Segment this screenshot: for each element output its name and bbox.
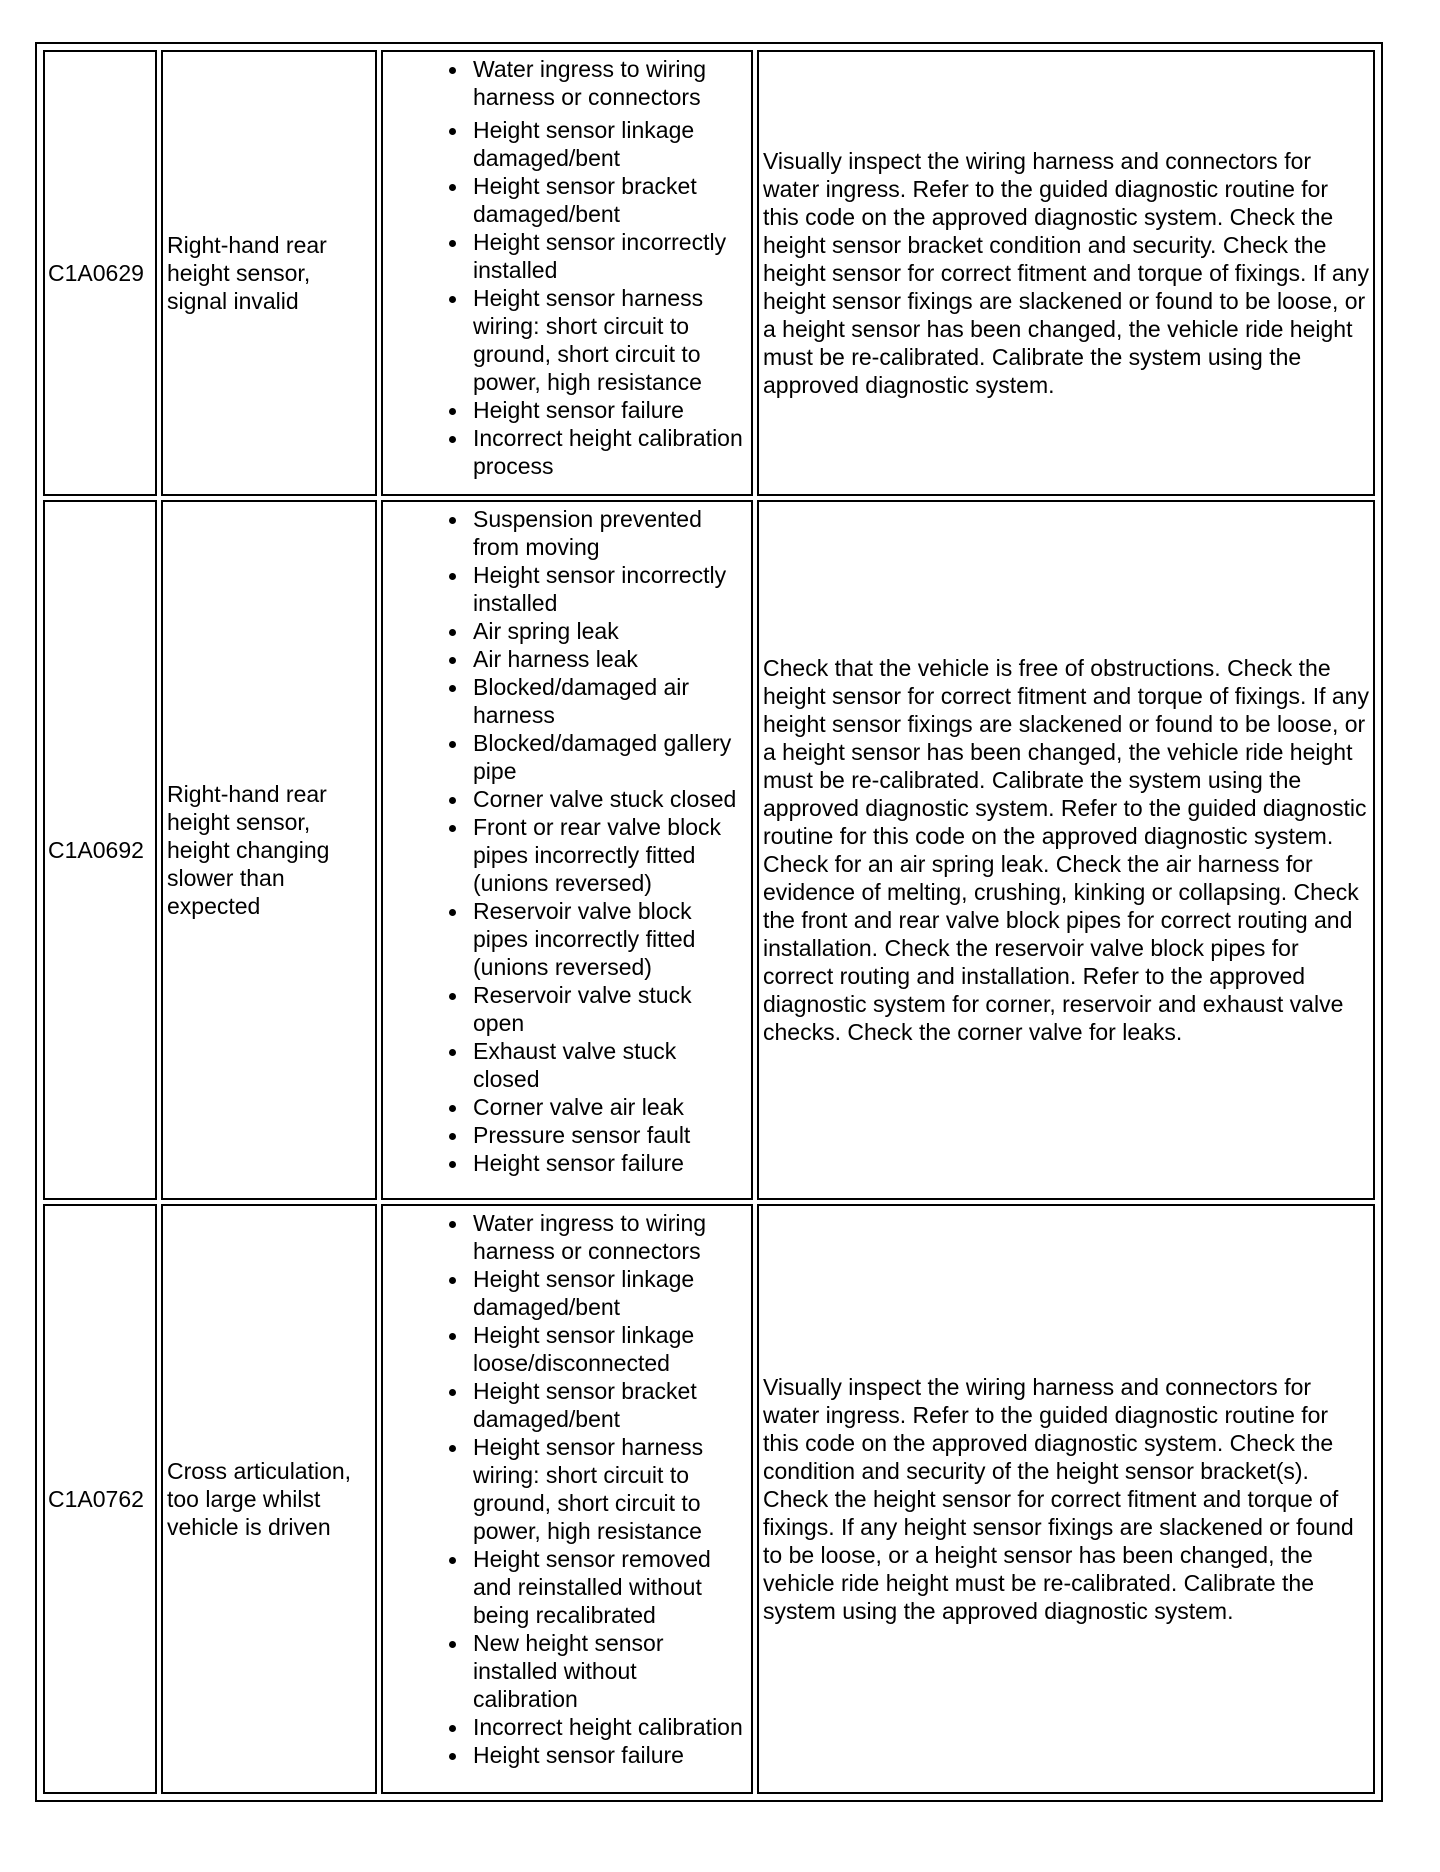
cause-item: • Height sensor linkage damaged/bent <box>469 116 745 172</box>
cause-item: • Height sensor failure <box>469 1741 745 1769</box>
cause-list <box>383 1209 745 1769</box>
dtc-description: Right-hand rear height sensor, signal invalid <box>161 50 377 496</box>
cause-item: • Incorrect height calibration <box>469 1713 745 1741</box>
cause-item: • Air spring leak <box>469 617 745 645</box>
cause-item: • Blocked/damaged air harness <box>469 673 745 729</box>
cause-item: • Height sensor removed and reinstalled without being recalibrated <box>469 1545 745 1629</box>
cause-item: • New height sensor installed without calibration <box>469 1629 745 1713</box>
cause-item: • Height sensor bracket damaged/bent <box>469 172 745 228</box>
table-row <box>43 1204 1375 1794</box>
cause-item: • Pressure sensor fault <box>469 1121 745 1149</box>
cause-item: • Suspension prevented from moving <box>469 505 745 561</box>
table-row <box>43 500 1375 1200</box>
cause-item: • Height sensor bracket damaged/bent <box>469 1377 745 1433</box>
cause-item: • Height sensor failure <box>469 1149 745 1177</box>
cause-item: • Corner valve stuck closed <box>469 785 745 813</box>
action-text: Check that the vehicle is free of obstructions. Check the height sensor for correct fitment and torque of fixings. If any height sensor fixings are slackened or found to be loose, or a height sensor has been changed, the vehicle ride height must be re-calibrated. Calibrate the system using the approved diagnostic system. Refer to the guided diagnostic routine for this code on the approved diagnostic system. Check for an air spring leak. Check the air harness for evidence of melting, crushing, kinking or collapsing. Check the front and rear valve block pipes for correct routing and installation. Check the reservoir valve block pipes for correct routing and installation. Refer to the approved diagnostic system for corner, reservoir and exhaust valve checks. Check the corner valve for leaks. <box>757 500 1375 1200</box>
cause-list <box>383 505 745 1177</box>
cause-item: • Water ingress to wiring harness or connectors <box>469 55 745 111</box>
action-text: Visually inspect the wiring harness and connectors for water ingress. Refer to the guided diagnostic routine for this code on the approved diagnostic system. Check the height sensor bracket condition and security. Check the height sensor for correct fitment and torque of fixings. If any height sensor fixings are slackened or found to be loose, or a height sensor has been changed, the vehicle ride height must be re-calibrated. Calibrate the system using the approved diagnostic system. <box>757 50 1375 496</box>
possible-causes <box>381 50 753 496</box>
dtc-code: C1A0762 <box>43 1204 157 1794</box>
cause-item: • Height sensor harness wiring: short circuit to ground, short circuit to power, high resistance <box>469 1433 745 1545</box>
cause-item: • Height sensor linkage damaged/bent <box>469 1265 745 1321</box>
cause-item: • Front or rear valve block pipes incorrectly fitted (unions reversed) <box>469 813 745 897</box>
cause-item: • Height sensor failure <box>469 396 745 424</box>
cause-list <box>383 55 745 480</box>
cause-item: • Incorrect height calibration process <box>469 424 745 480</box>
cause-item: • Height sensor incorrectly installed <box>469 228 745 284</box>
dtc-code: C1A0629 <box>43 50 157 496</box>
possible-causes <box>381 500 753 1200</box>
cause-item: • Height sensor linkage loose/disconnected <box>469 1321 745 1377</box>
cause-item: • Blocked/damaged gallery pipe <box>469 729 745 785</box>
cause-item: • Air harness leak <box>469 645 745 673</box>
dtc-description: Right-hand rear height sensor, height changing slower than expected <box>161 500 377 1200</box>
possible-causes <box>381 1204 753 1794</box>
dtc-description: Cross articulation, too large whilst vehicle is driven <box>161 1204 377 1794</box>
cause-item: • Exhaust valve stuck closed <box>469 1037 745 1093</box>
cause-item: • Height sensor incorrectly installed <box>469 561 745 617</box>
dtc-table <box>35 42 1383 1802</box>
cause-item: • Height sensor harness wiring: short circuit to ground, short circuit to power, high resistance <box>469 284 745 396</box>
cause-item: • Corner valve air leak <box>469 1093 745 1121</box>
cause-item: • Water ingress to wiring harness or connectors <box>469 1209 745 1265</box>
cause-item: • Reservoir valve stuck open <box>469 981 745 1037</box>
cause-item: • Reservoir valve block pipes incorrectly fitted (unions reversed) <box>469 897 745 981</box>
dtc-code: C1A0692 <box>43 500 157 1200</box>
table-row <box>43 50 1375 496</box>
action-text: Visually inspect the wiring harness and connectors for water ingress. Refer to the guided diagnostic routine for this code on the approved diagnostic system. Check the condition and security of the height sensor bracket(s). Check the height sensor for correct fitment and torque of fixings. If any height sensor fixings are slackened or found to be loose, or a height sensor has been changed, the vehicle ride height must be re-calibrated. Calibrate the system using the approved diagnostic system. <box>757 1204 1375 1794</box>
